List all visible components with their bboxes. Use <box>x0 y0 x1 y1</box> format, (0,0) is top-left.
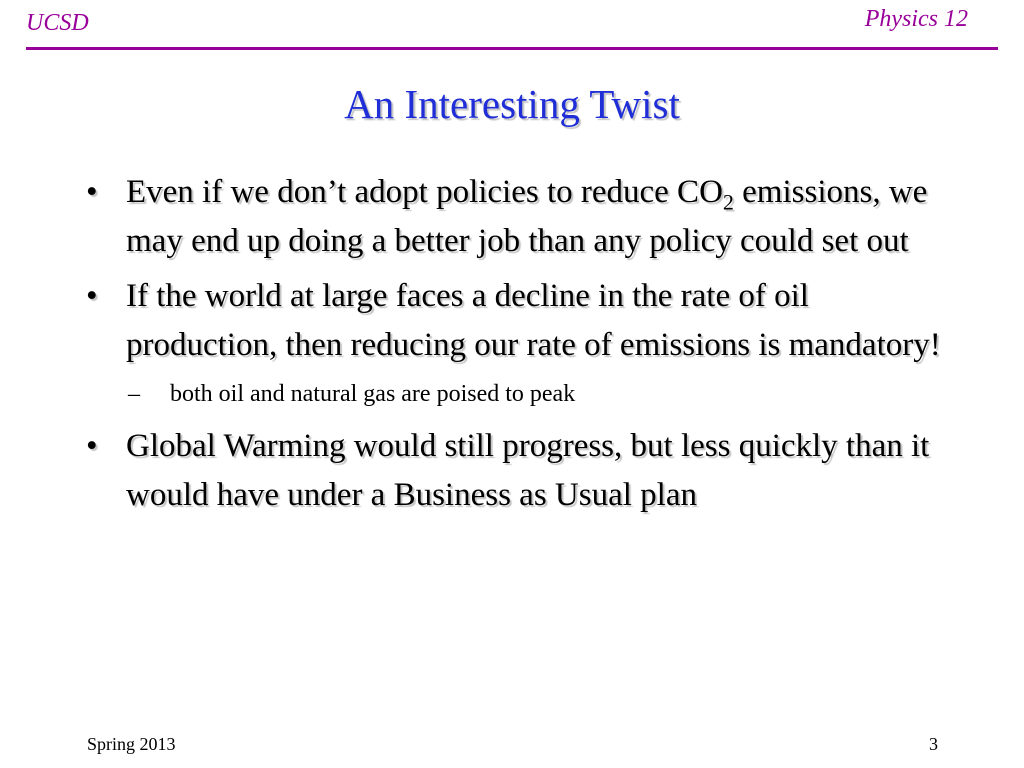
header-divider <box>26 47 998 50</box>
bullet-1-text-before: Even if we don’t adopt policies to reduce CO <box>126 174 723 210</box>
sub-bullet-item-1 <box>84 376 964 412</box>
bullet-dot-icon: • <box>86 428 98 464</box>
slide-title: An Interesting Twist <box>344 81 680 127</box>
bullet-1-subscript: 2 <box>722 189 734 215</box>
bullet-list <box>84 168 964 526</box>
bullet-item-3 <box>84 422 964 520</box>
bullet-dot-icon: • <box>86 278 98 314</box>
header-course-institution: UCSD <box>26 10 89 36</box>
sub-bullet-1-text: both oil and natural gas are poised to peak <box>170 381 576 407</box>
dash-icon: – <box>128 381 140 407</box>
bullet-dot-icon: • <box>86 174 98 210</box>
footer-term: Spring 2013 <box>87 734 176 754</box>
bullet-item-2 <box>84 272 964 370</box>
bullet-item-1 <box>84 168 964 266</box>
bullet-2-text: If the world at large faces a decline in the rate of oil production, then reducing our rate of emissions is mandatory! <box>126 278 941 363</box>
bullet-3-text: Global Warming would still progress, but less quickly than it would have under a Business as Usual plan <box>126 428 930 513</box>
slide-number: 3 <box>929 734 938 754</box>
header-course-name: Physics 12 <box>864 6 968 32</box>
bullet-1-text-after: emissions, we may end up doing a better job than any policy could set out <box>126 174 928 259</box>
